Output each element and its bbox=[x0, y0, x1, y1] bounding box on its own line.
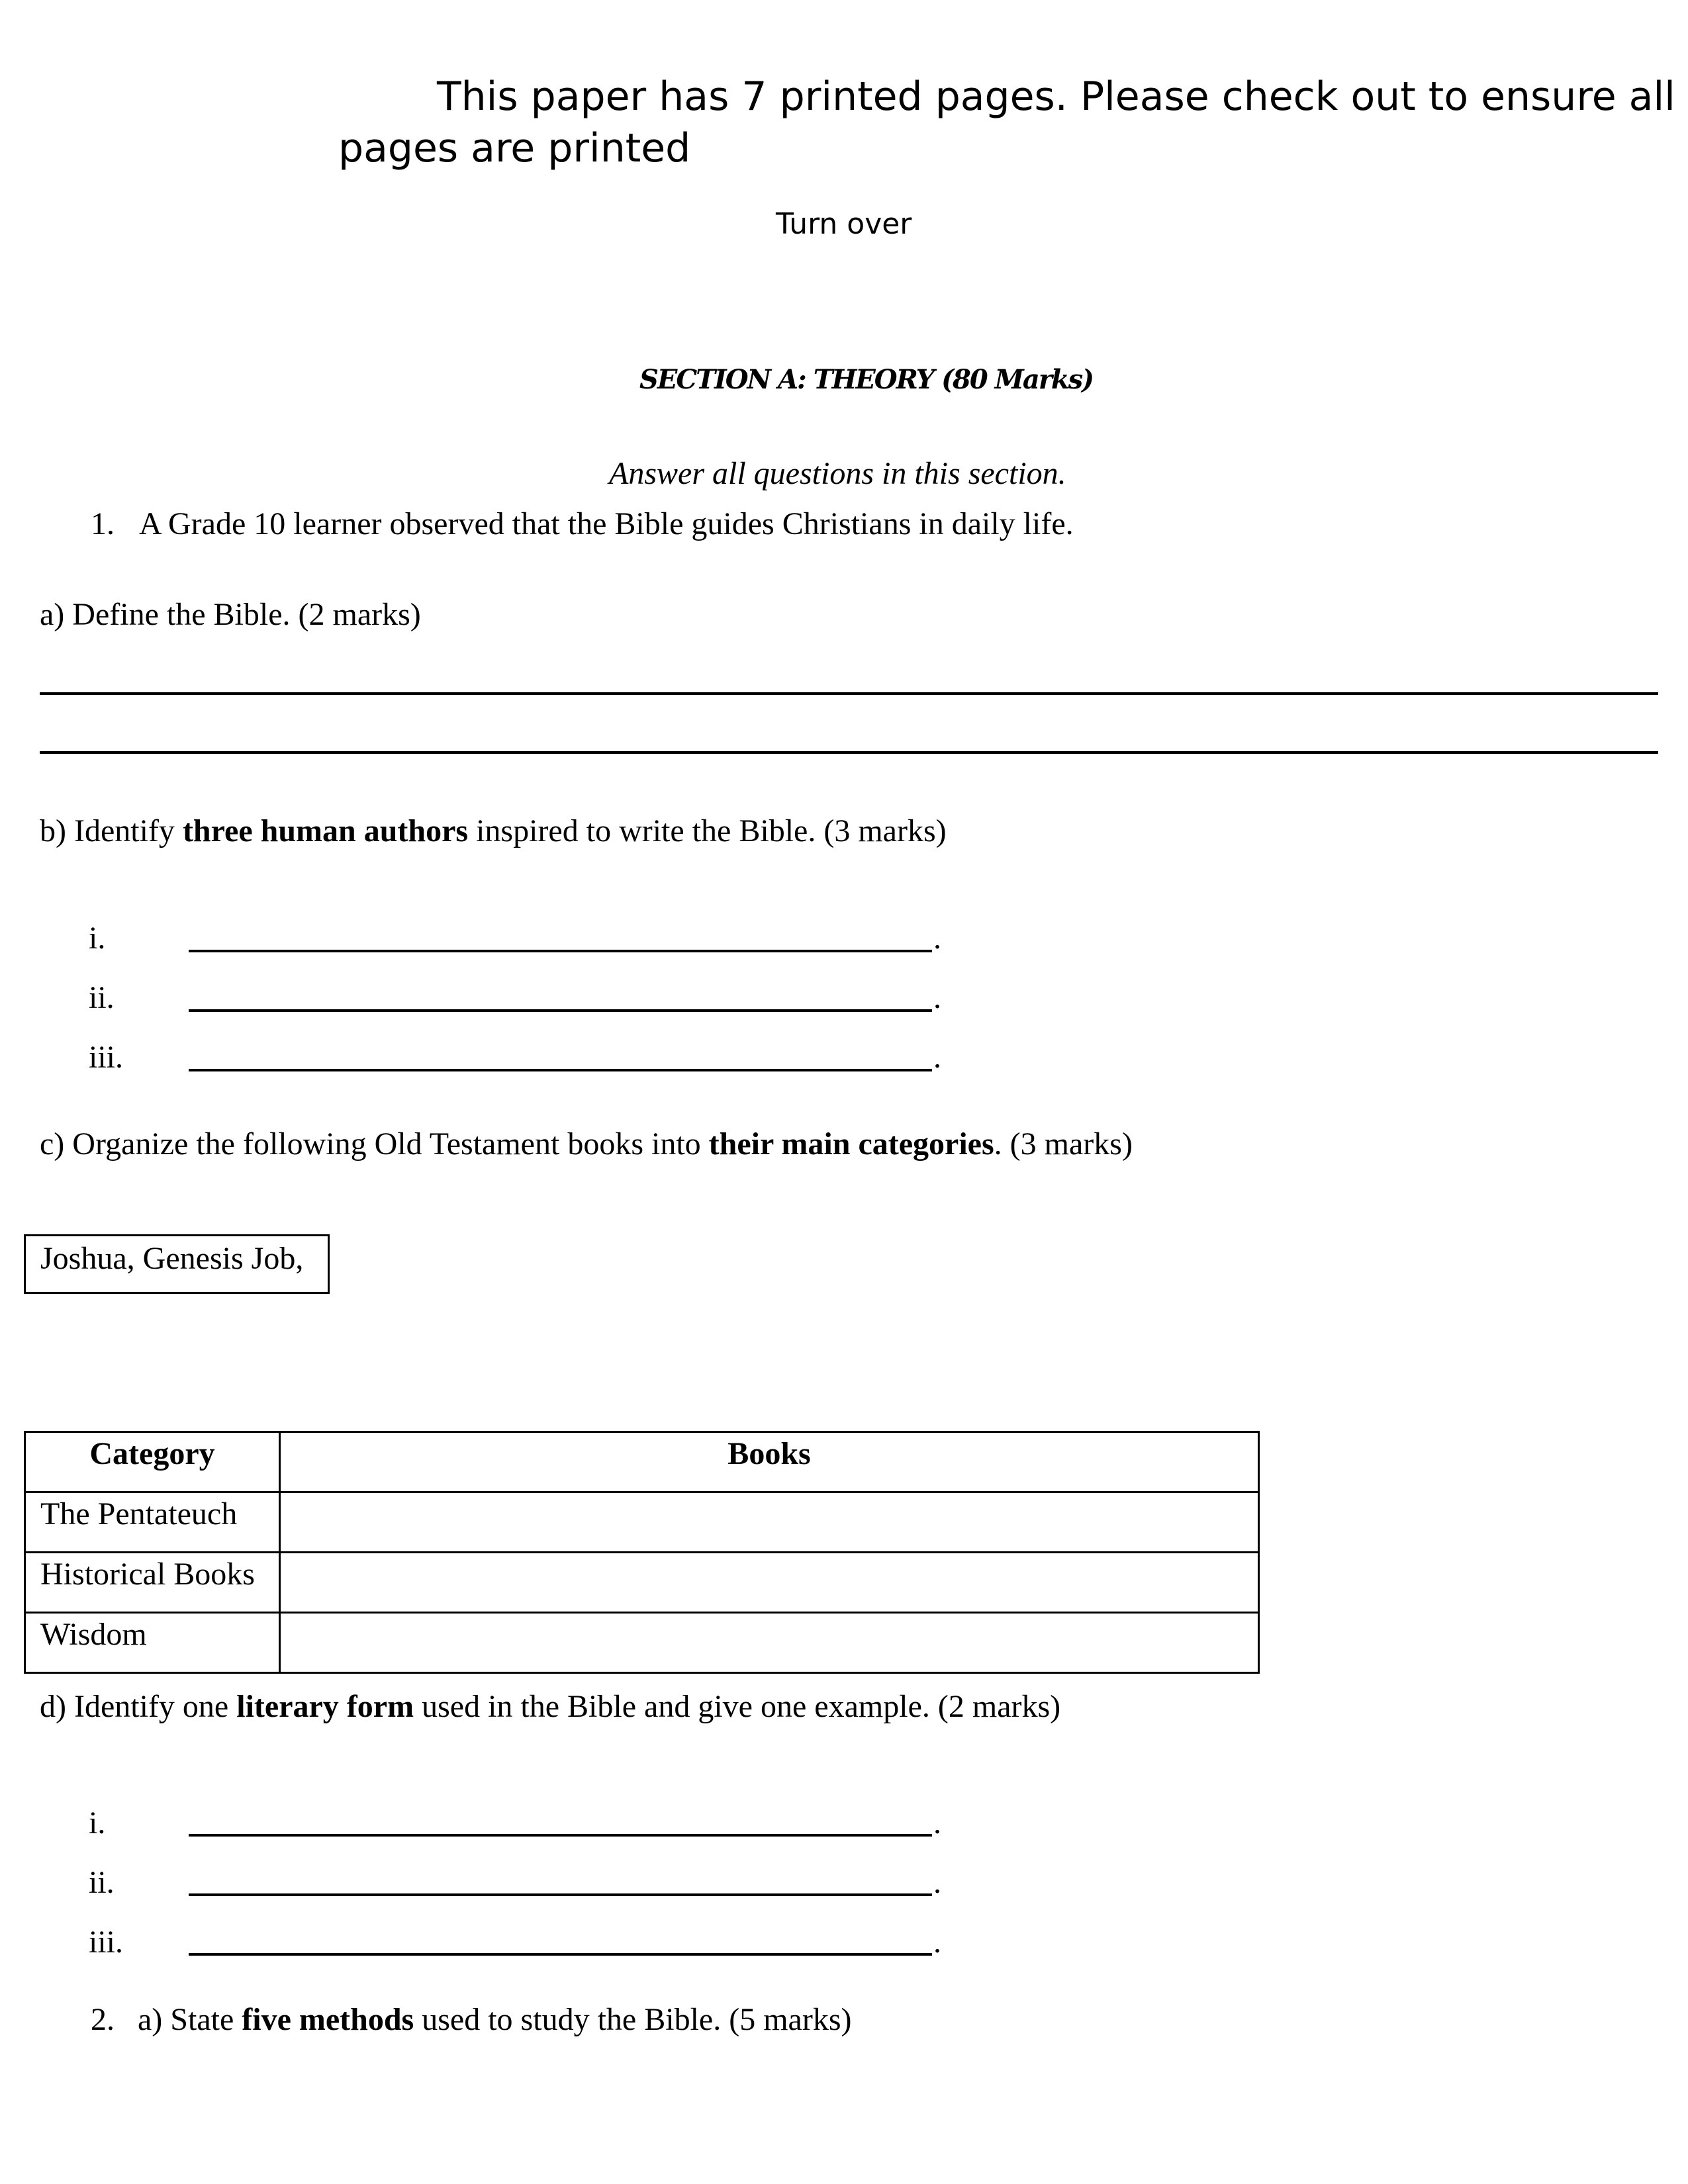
question-2-number: 2. bbox=[91, 2002, 115, 2037]
table-row bbox=[25, 1492, 1259, 1553]
answer-line-1b-iii[interactable] bbox=[189, 1069, 932, 1071]
question-1c-prefix: c) Organize the following Old Testament books into bbox=[40, 1126, 709, 1161]
table-cell-books-input[interactable] bbox=[280, 1613, 1259, 1673]
table-row bbox=[25, 1613, 1259, 1673]
question-2a-prefix: a) State bbox=[138, 2002, 242, 2037]
question-1d-emphasis: literary form bbox=[236, 1689, 414, 1724]
page-count-notice-line1: This paper has 7 printed pages. Please check out to ensure all bbox=[437, 73, 1675, 120]
answer-line-1d-i[interactable] bbox=[189, 1834, 932, 1837]
question-2a-emphasis: five methods bbox=[242, 2002, 414, 2037]
answer-line-1b-i[interactable] bbox=[189, 950, 932, 952]
answer-line-1a-2[interactable] bbox=[40, 751, 1658, 754]
question-1-stem: A Grade 10 learner observed that the Bible guides Christians in daily life. bbox=[139, 506, 1074, 541]
book-list-text: Joshua, Genesis Job, bbox=[40, 1241, 304, 1276]
category-table bbox=[24, 1431, 1260, 1674]
answer-line-1b-iii-period: . bbox=[933, 1040, 941, 1075]
question-1d-text bbox=[40, 1691, 1060, 1723]
table-header-row bbox=[25, 1432, 1259, 1492]
table-row bbox=[25, 1553, 1259, 1613]
table-header-books: Books bbox=[280, 1432, 1259, 1492]
turn-over-label: Turn over bbox=[776, 207, 912, 241]
section-instruction: Answer all questions in this section. bbox=[609, 456, 1066, 491]
table-cell-books-input[interactable] bbox=[280, 1553, 1259, 1613]
section-title: SECTION A: THEORY (80 Marks) bbox=[639, 364, 1094, 395]
question-1b-prefix: b) Identify bbox=[40, 813, 183, 848]
answer-line-1a-1[interactable] bbox=[40, 692, 1658, 695]
table-cell-books-input[interactable] bbox=[280, 1492, 1259, 1553]
question-1c-emphasis: their main categories bbox=[708, 1126, 994, 1161]
answer-line-1d-iii-period: . bbox=[933, 1925, 941, 1960]
question-1c-text bbox=[40, 1128, 1133, 1160]
answer-line-1d-ii[interactable] bbox=[189, 1893, 932, 1896]
book-list-box bbox=[24, 1234, 330, 1294]
answer-line-1b-i-period: . bbox=[933, 921, 941, 956]
question-1c-suffix: . (3 marks) bbox=[994, 1126, 1133, 1161]
table-header-category: Category bbox=[25, 1432, 280, 1492]
page-count-notice-line2: pages are printed bbox=[338, 125, 691, 171]
question-1d-prefix: d) Identify one bbox=[40, 1689, 237, 1724]
question-1b-suffix: inspired to write the Bible. (3 marks) bbox=[468, 813, 947, 848]
table-cell-category: Wisdom bbox=[25, 1613, 280, 1673]
question-1b-text bbox=[40, 815, 947, 847]
answer-line-1b-ii-period: . bbox=[933, 980, 941, 1015]
question-1b-emphasis: three human authors bbox=[182, 813, 469, 848]
question-1d-item-iii-label: iii. bbox=[89, 1925, 124, 1960]
question-1b-item-ii-label: ii. bbox=[89, 980, 115, 1015]
question-1d-suffix: used in the Bible and give one example. (2 marks) bbox=[414, 1689, 1061, 1724]
table-cell-category: Historical Books bbox=[25, 1553, 280, 1613]
question-1d-item-i-label: i. bbox=[89, 1805, 106, 1841]
answer-line-1d-ii-period: . bbox=[933, 1865, 941, 1900]
question-2a-text bbox=[138, 2004, 851, 2036]
answer-line-1b-ii[interactable] bbox=[189, 1009, 932, 1012]
question-1-number: 1. bbox=[91, 506, 115, 541]
question-2a-suffix: used to study the Bible. (5 marks) bbox=[414, 2002, 852, 2037]
question-1b-item-iii-label: iii. bbox=[89, 1040, 124, 1075]
answer-line-1d-iii[interactable] bbox=[189, 1953, 932, 1956]
table-cell-category: The Pentateuch bbox=[25, 1492, 280, 1553]
answer-line-1d-i-period: . bbox=[933, 1805, 941, 1841]
question-1d-item-ii-label: ii. bbox=[89, 1865, 115, 1900]
question-1b-item-i-label: i. bbox=[89, 921, 106, 956]
question-1a-text: a) Define the Bible. (2 marks) bbox=[40, 597, 421, 632]
